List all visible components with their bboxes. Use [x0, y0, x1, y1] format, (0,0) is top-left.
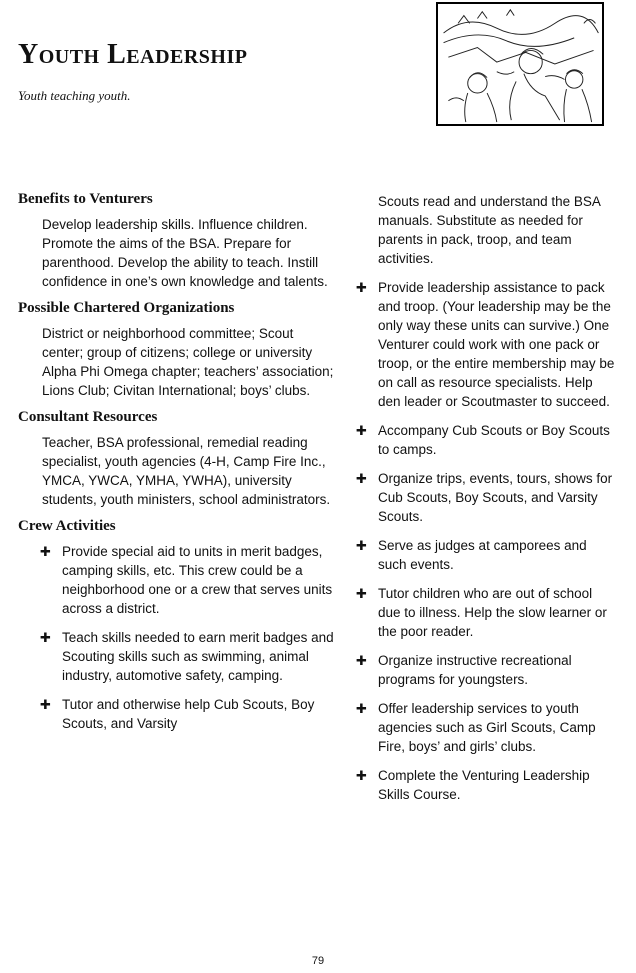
cross-bullet-icon: ✚: [356, 538, 367, 553]
right-column: [356, 192, 618, 814]
cross-bullet-icon: ✚: [356, 471, 367, 486]
list-item: [40, 695, 338, 733]
list-item-text: Organize trips, events, tours, shows for Cub Scouts, Boy Scouts, and Varsity Scouts.: [378, 471, 613, 524]
page-number: 79: [311, 955, 325, 967]
activities-list-right: [356, 278, 618, 804]
list-item-text: Offer leadership services to youth agencies such as Girl Scouts, Camp Fire, boys’ and girls’ clubs.: [378, 701, 596, 754]
cross-bullet-icon: ✚: [40, 544, 51, 559]
activities-list-left: [40, 542, 338, 733]
list-item-text: Tutor children who are out of school due to illness. Help the slow learner or the poor reader.: [378, 586, 607, 639]
list-item: [356, 699, 618, 756]
list-item: [40, 628, 338, 685]
resources-heading: Consultant Resources: [18, 409, 158, 425]
list-item-text: Teach skills needed to earn merit badges and Scouting skills such as swimming, animal industry, automotive safety, camping.: [62, 630, 334, 683]
sketch-icon: [438, 4, 602, 124]
list-item: [356, 584, 618, 641]
page-title: Youth Leadership: [18, 39, 248, 70]
cross-bullet-icon: ✚: [356, 653, 367, 668]
list-item: [356, 536, 618, 574]
organizations-heading: Possible Chartered Organizations: [18, 300, 235, 316]
cross-bullet-icon: ✚: [356, 701, 367, 716]
list-item: [356, 278, 618, 411]
list-item-text: Serve as judges at camporees and such events.: [378, 538, 587, 572]
list-item-text: Organize instructive recreational programs for youngsters.: [378, 653, 572, 687]
list-item: [356, 421, 618, 459]
activities-heading: Crew Activities: [18, 518, 116, 534]
list-item-text: Tutor and otherwise help Cub Scouts, Boy Scouts, and Varsity: [62, 697, 315, 731]
cross-bullet-icon: ✚: [356, 586, 367, 601]
list-item: [356, 651, 618, 689]
cross-bullet-icon: ✚: [356, 423, 367, 438]
cross-bullet-icon: ✚: [356, 768, 367, 783]
page-subtitle: Youth teaching youth.: [18, 88, 131, 103]
cross-bullet-icon: ✚: [40, 630, 51, 645]
benefits-body: Develop leadership skills. Influence children. Promote the aims of the BSA. Prepare for parenthood. Develop the ability to teach. Instill confidence in one’s own knowledge and talents.: [42, 217, 328, 289]
list-item-text: Provide leadership assistance to pack and troop. (Your leadership may be the only way these units can survive.) One Venturer could work with one pack or troop, or the entire membership may be on call as resource specialists. Help den leader or Scoutmaster to succeed.: [378, 280, 615, 409]
organizations-body: District or neighborhood committee; Scout center; group of citizens; college or university Alpha Phi Omega chapter; teachers’ association; Lions Club; Civitan International; boys’ clubs.: [42, 326, 334, 398]
benefits-heading: Benefits to Venturers: [18, 191, 153, 207]
list-item-text: Provide special aid to units in merit badges, camping skills, etc. This crew could be a neighborhood one or a crew that serves units across a district.: [62, 544, 333, 616]
left-column: [18, 190, 338, 743]
resources-body: Teacher, BSA professional, remedial reading specialist, youth agencies (4-H, Camp Fire Inc., YMCA, YWCA, YMHA, YWHA), university students, youth ministers, school administrators.: [42, 435, 331, 507]
list-item-text: Accompany Cub Scouts or Boy Scouts to camps.: [378, 423, 610, 457]
list-item: [356, 469, 618, 526]
cross-bullet-icon: ✚: [356, 280, 367, 295]
continued-item-text: Scouts read and understand the BSA manuals. Substitute as needed for parents in pack, troop, and team activities.: [378, 194, 601, 266]
youth-group-illustration: [436, 2, 604, 126]
list-item-text: Complete the Venturing Leadership Skills Course.: [378, 768, 590, 802]
list-item: [356, 766, 618, 804]
cross-bullet-icon: ✚: [40, 697, 51, 712]
list-item: [40, 542, 338, 618]
